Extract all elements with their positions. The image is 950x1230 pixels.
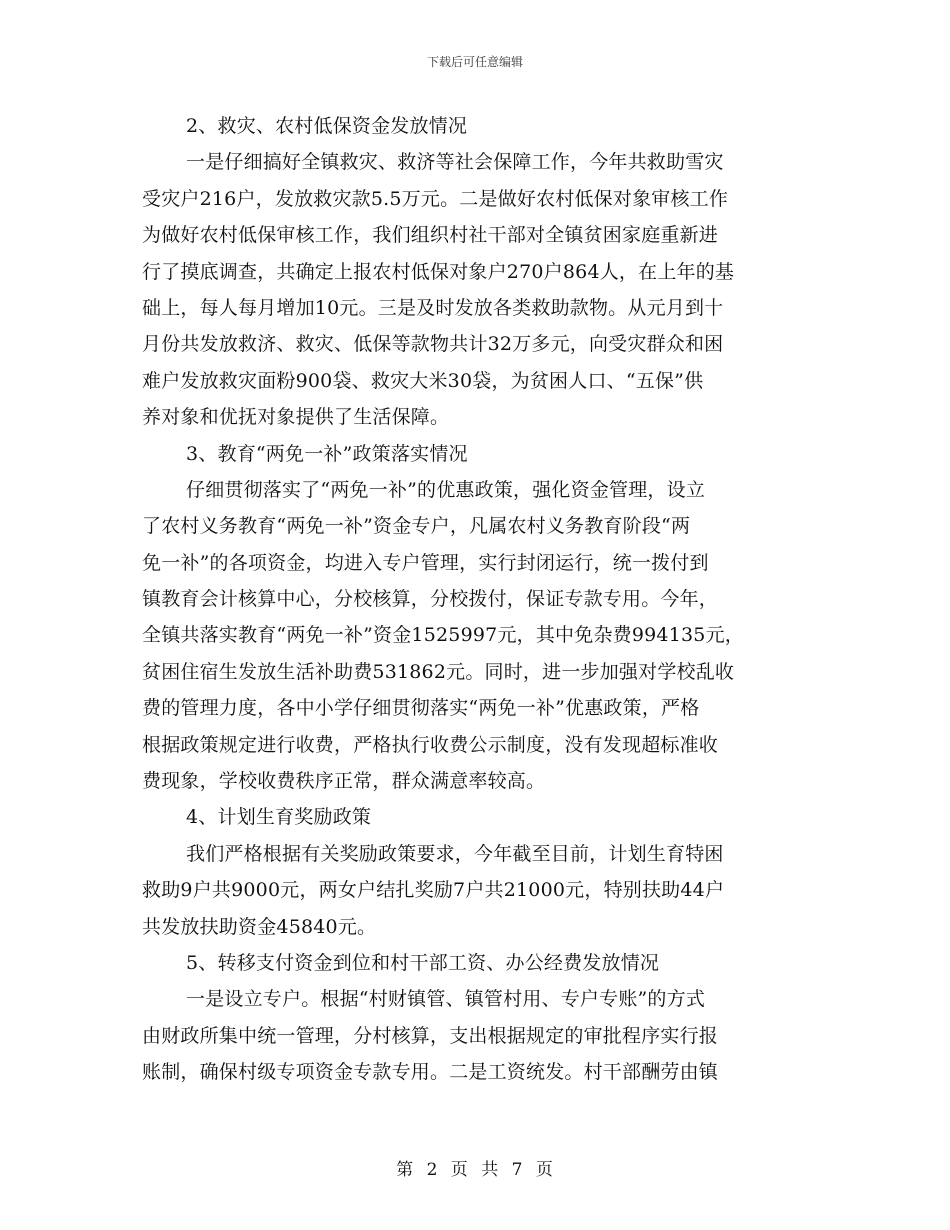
text-line: 5、转移支付资金到位和村干部工资、办公经费发放情况 <box>186 951 660 974</box>
footer-suffix: 页 <box>535 1160 554 1180</box>
text-line: 础上，每人每月增加10元。三是及时发放各类救助款物。从元月到十 <box>142 296 724 319</box>
text-line: 根据政策规定进行收费，严格执行收费公示制度，没有发现超标准收 <box>142 733 719 756</box>
text-line: 一是设立专户。根据“村财镇管、镇管村用、专户专账”的方式 <box>186 988 706 1011</box>
text-line: 贫困住宿生发放生活补助费531862元。同时，进一步加强对学校乱收 <box>142 660 735 683</box>
text-line: 月份共发放救济、救灾、低保等款物共计32万多元，向受灾群众和困 <box>142 333 724 356</box>
text-line: 费的管理力度，各中小学仔细贯彻落实“两免一补”优惠政策，严格 <box>142 697 700 720</box>
text-line: 养对象和优抚对象提供了生活保障。 <box>142 406 450 429</box>
footer-prefix: 第 <box>396 1160 415 1180</box>
text-line: 3、教育“两免一补”政策落实情况 <box>186 442 468 465</box>
footer-total-pages: 7 <box>511 1160 524 1180</box>
footer-total-label: 共 <box>481 1160 500 1180</box>
footer-page-label: 页 <box>450 1160 469 1180</box>
text-line: 账制，确保村级专项资金专款专用。二是工资统发。村干部酬劳由镇 <box>142 1061 719 1084</box>
text-line: 4、计划生育奖励政策 <box>186 806 372 829</box>
text-line: 难户发放救灾面粉900袋、救灾大米30袋，为贫困人口、“五保”供 <box>142 369 704 392</box>
page-header: 下载后可任意编辑 <box>426 55 523 69</box>
text-line: 行了摸底调查，共确定上报农村低保对象户270户864人，在上年的基 <box>142 260 735 283</box>
text-line: 受灾户216户，发放救灾款5.5万元。二是做好农村低保对象审核工作 <box>142 187 729 210</box>
text-line: 由财政所集中统一管理，分村核算，支出根据规定的审批程序实行报 <box>142 1024 719 1047</box>
text-line: 了农村义务教育“两免一补”资金专户，凡属农村义务教育阶段“两 <box>142 515 691 538</box>
text-line: 2、救灾、农村低保资金发放情况 <box>186 115 468 137</box>
text-line: 我们严格根据有关奖励政策要求，今年截至目前，计划生育特困 <box>186 842 724 865</box>
text-line: 免一补”的各项资金，均进入专户管理，实行封闭运行，统一拨付到 <box>142 551 709 574</box>
text-line: 救助9户共9000元，两女户结扎奖励7户共21000元，特别扶助44户 <box>142 879 725 902</box>
text-line: 一是仔细搞好全镇救灾、救济等社会保障工作，今年共救助雪灾 <box>186 151 724 174</box>
footer-current-page: 2 <box>426 1160 439 1180</box>
text-line: 仔细贯彻落实了“两免一补”的优惠政策，强化资金管理，设立 <box>186 478 706 501</box>
document-body <box>142 108 808 1091</box>
text-line: 全镇共落实教育“两免一补”资金1525997元，其中免杂费994135元， <box>142 624 744 647</box>
text-line: 共发放扶助资金45840元。 <box>142 915 377 938</box>
page-footer <box>0 1155 950 1180</box>
text-line: 镇教育会计核算中心，分校核算，分校拨付，保证专款专用。今年， <box>142 588 719 611</box>
text-line: 为做好农村低保审核工作，我们组织村社干部对全镇贫困家庭重新进 <box>142 224 719 247</box>
text-line: 费现象，学校收费秩序正常，群众满意率较高。 <box>142 770 546 793</box>
